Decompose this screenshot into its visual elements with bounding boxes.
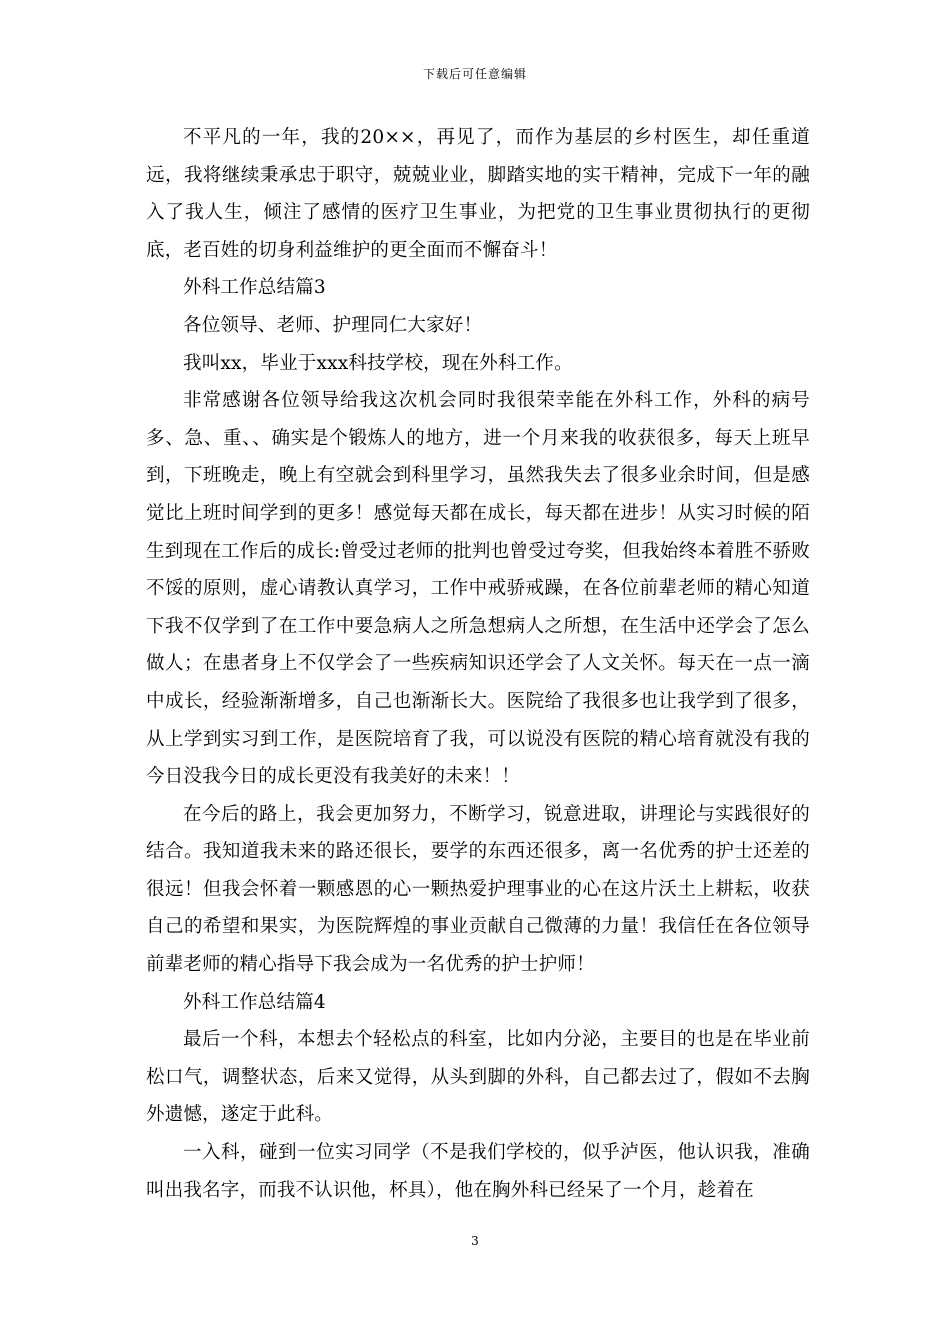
page-number: 3 [471,1234,479,1248]
paragraph-greeting: 各位领导、老师、护理同仁大家好！ [183,314,483,336]
section-heading-3: 外科工作总结篇3 [183,277,326,299]
page-header: 下载后可任意编辑 [422,67,527,81]
paragraph-experience: 非常感谢各位领导给我这次机会同时我很荣幸能在外科工作，外科的病号多、急、重、、确实是个锻炼人的地方，进一个月来我的收获很多，每天上班早到，下班晚走，晚上有空就会到科里学习，虽然我失去了很多业余时间，但是感觉比上班时间学到的更多！感觉每天都在成长，每天都在进步！从实习时候的陌生到现在工作后的成长:曾受过老师的批判也曾受过夸奖，但我始终本着胜不骄败不馁的原则，虚心请教认真学习，工作中戒骄戒躁，在各位前辈老师的精心知道下我不仅学到了在工作中要急病人之所急想病人之所想，在生活中还学会了怎么做人；在患者身上不仅学会了一些疾病知识还学会了人文关怀。每天在一点一滴中成长，经验渐渐增多，自己也渐渐长大。医院给了我很多也让我学到了很多，从上学到实习到工作，是医院培育了我，可以说没有医院的精心培育就没有我的今日没我今日的成长更没有我美好的未来！！ [146,390,810,788]
paragraph-department-choice: 最后一个科，本想去个轻松点的科室，比如内分泌，主要目的也是在毕业前松口气，调整状态，后来又觉得，从头到脚的外科，自己都去过了，假如不去胸外遗憾，遂定于此科。 [146,1029,810,1126]
paragraph-closing: 不平凡的一年，我的20××，再见了，而作为基层的乡村医生，却任重道远，我将继续秉承忠于职守，兢兢业业，脚踏实地的实干精神，完成下一年的融入了我人生，倾注了感情的医疗卫生事业，为把党的卫生事业贯彻执行的更彻底，老百姓的切身利益维护的更全面而不懈奋斗！ [146,127,810,261]
paragraph-introduction: 我叫xx，毕业于xxx科技学校，现在外科工作。 [183,352,573,374]
paragraph-first-day: 一入科，碰到一位实习同学（不是我们学校的，似乎泸医，他认识我，准确叫出我名字，而我不认识他，杯具），他在胸外科已经呆了一个月，趁着在 [146,1142,810,1201]
section-heading-4: 外科工作总结篇4 [183,991,326,1013]
document-body [146,119,810,1209]
paragraph-future: 在今后的路上，我会更加努力，不断学习，锐意进取，讲理论与实践很好的结合。我知道我未来的路还很长，要学的东西还很多，离一名优秀的护士还差的很远！但我会怀着一颗感恩的心一颗热爱护理事业的心在这片沃土上耕耘，收获自己的希望和果实，为医院辉煌的事业贡献自己微薄的力量！我信任在各位领导前辈老师的精心指导下我会成为一名优秀的护士护师！ [146,803,810,976]
